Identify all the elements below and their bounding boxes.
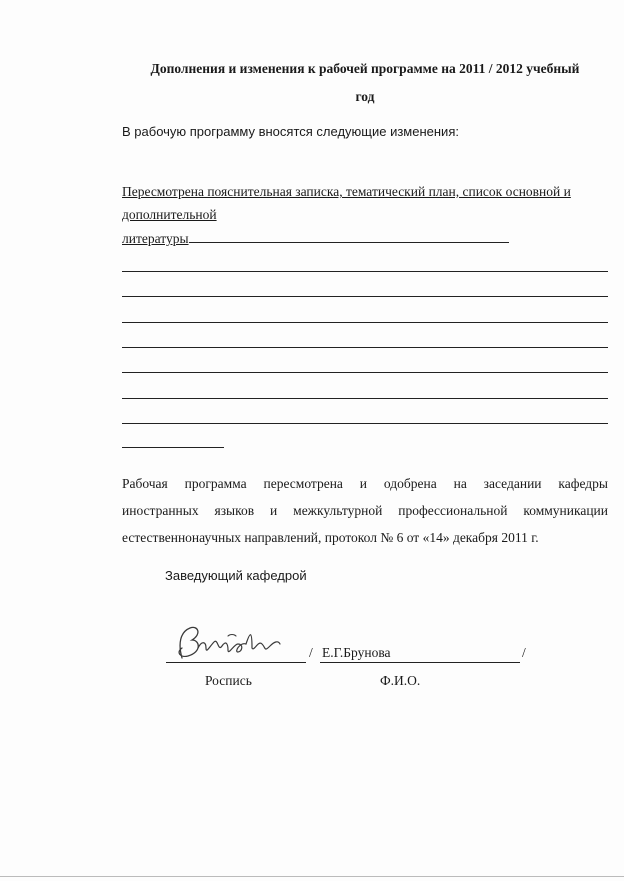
revision-word-literature: литературы [122,231,189,246]
revision-line-2: дополнительной [122,207,217,222]
approval-line-1: Рабочая программа пересмотрена и одобрена на заседании кафедры [122,476,608,491]
blank-rule [122,271,608,272]
approval-line-3: естественнонаучных направлений, протокол № 6 от «14» декабря 2011 г. [122,530,539,545]
blank-rule [122,347,608,348]
blank-fill-line [189,231,509,243]
blank-rule [122,296,608,297]
signature-slash-right: / [522,645,526,660]
blank-rule [122,423,608,424]
signature-line [166,662,306,663]
revision-line-1: Пересмотрена пояснительная записка, тематический план, список основной и [122,184,571,199]
signature-slash-left: / [309,645,313,660]
blank-rule [122,372,608,373]
scan-edge [0,876,624,877]
name-line [320,662,520,663]
signatory-name: Е.Г.Брунова [322,645,391,660]
head-of-department-label: Заведующий кафедрой [165,568,307,583]
title-line-2: год [355,89,375,104]
document-title [120,55,610,111]
name-caption: Ф.И.О. [380,673,421,688]
blank-rule [122,398,608,399]
blank-rule-short [122,447,224,448]
blank-rule [122,322,608,323]
handwritten-signature [168,622,298,664]
approval-line-2: иностранных языков и межкультурной профессиональной коммуникации [122,503,608,518]
signature-caption: Роспись [205,673,252,688]
approval-paragraph [122,470,608,551]
title-line-1: Дополнения и изменения к рабочей программе на 2011 / 2012 учебный [150,61,580,76]
revision-line-3 [122,231,509,247]
intro-text: В рабочую программу вносятся следующие изменения: [122,124,459,139]
